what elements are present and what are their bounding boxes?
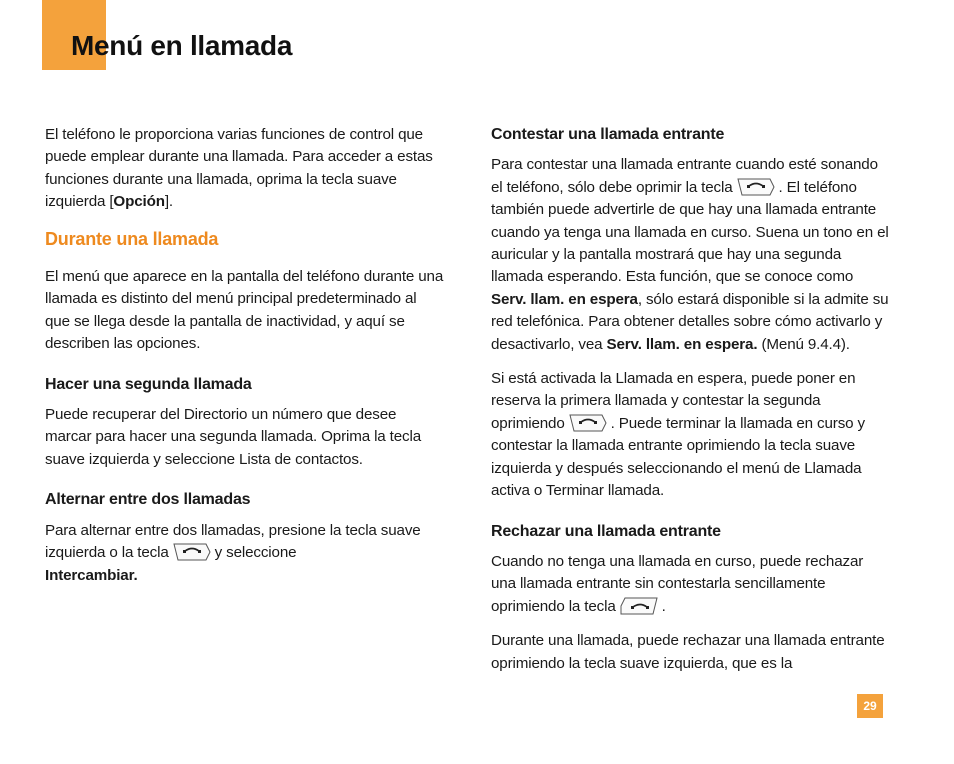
page-title: Menú en llamada [71, 30, 293, 61]
option-softkey-label: Opción [113, 193, 165, 211]
right-column [491, 124, 891, 687]
answer-call-paragraph [491, 154, 891, 356]
left-column [45, 124, 445, 599]
answer-text-a: Para contestar una llamada entrante cuando esté sonando el teléfono, sólo debe oprimir la tecla [491, 156, 878, 196]
intro-text: El teléfono le proporciona varias funciones de control que puede emplear durante una llamada. Para acceder a estas funciones durante una llamada, oprima la tecla suave izquierda [ [45, 126, 433, 211]
send-key-icon [737, 178, 775, 196]
waiting-text-b: . Puede terminar la llamada en curso y contestar la llamada entrante oprimiendo la tecla suave izquierda y después seleccionando el menú de Llamada activa o Terminar llamada. [491, 414, 865, 500]
intro-text-end: ]. [164, 193, 173, 211]
swap-option-label: Intercambiar. [45, 566, 138, 584]
during-call-paragraph: El menú que aparece en la pantalla del teléfono durante una llamada es distinto del menú principal predeterminado al que se llega desde la pantalla de inactividad, y aquí se describen las opciones. [45, 268, 444, 353]
subheading-answer-call: Contestar una llamada entrante [491, 126, 725, 143]
alternate-calls-paragraph [45, 520, 445, 587]
second-call-paragraph: Puede recuperar del Directorio un número que desee marcar para hacer una segunda llamada. Oprima la tecla suave izquierda y seleccione Lista de contactos. [45, 406, 422, 468]
call-waiting-menu-ref: Serv. llam. en espera. [606, 335, 758, 353]
call-waiting-term: Serv. llam. en espera [491, 290, 638, 308]
answer-text-b: . El teléfono también puede advertirle de que hay una llamada entrante cuando ya tenga una llamada en curso. Suena un tono en el auricular y la pantalla mostrará que hay una segunda llamada esperando. Esta función, que se conoce como [491, 178, 889, 286]
send-key-icon [569, 414, 607, 432]
reject-during-call-paragraph: Durante una llamada, puede rechazar una llamada entrante oprimiendo la tecla suave izquierda, que es la [491, 632, 885, 672]
reject-text-b: . [661, 597, 666, 615]
alt-text-a: Para alternar entre dos llamadas, presione la tecla suave izquierda o la tecla [45, 521, 421, 562]
subheading-second-call: Hacer una segunda llamada [45, 375, 252, 393]
send-key-icon [173, 543, 211, 561]
call-waiting-paragraph [491, 368, 891, 502]
section-heading-during-call: Durante una llamada [45, 228, 219, 249]
page-number: 29 [857, 694, 883, 718]
intro-paragraph [45, 124, 445, 214]
answer-text-c: , sólo estará disponible si la admite su red telefónica. Para obtener detalles sobre cómo activarlo y desactivarlo, vea [491, 290, 889, 353]
menu-number: (Menú 9.4.4). [761, 335, 850, 353]
subheading-reject-call: Rechazar una llamada entrante [491, 522, 721, 540]
waiting-text-a: Si está activada la Llamada en espera, puede poner en reserva la primera llamada y contestar la segunda oprimiendo [491, 370, 856, 432]
reject-call-paragraph [491, 551, 891, 618]
end-key-icon [620, 597, 658, 615]
reject-text-a: Cuando no tenga una llamada en curso, puede rechazar una llamada entrante sin contestarla sencillamente oprimiendo la tecla [491, 552, 864, 615]
subheading-alternate-calls: Alternar entre dos llamadas [45, 491, 251, 509]
alt-text-b: y seleccione [214, 544, 297, 562]
